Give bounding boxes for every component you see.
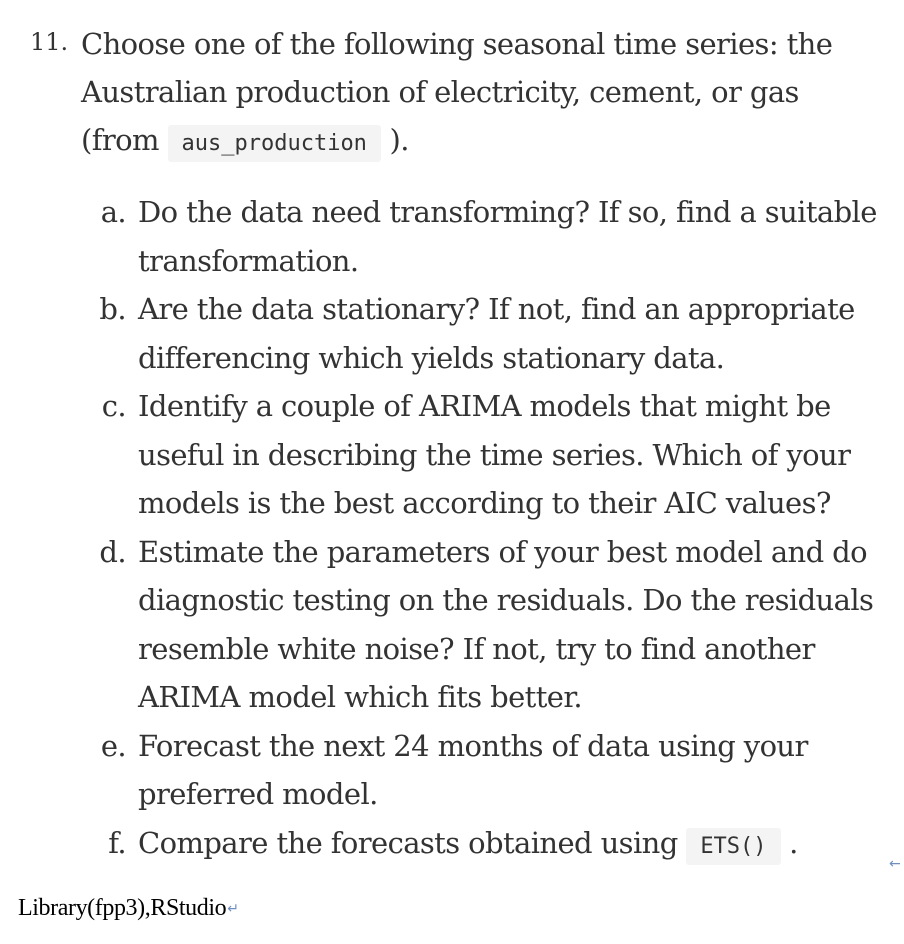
sub-question-marker: c. [101,389,126,423]
sub-question-text: Are the data stationary? If not, find an appropriate differencing which yields stationary data. [138,292,855,375]
footer-note [18,892,239,925]
sub-question-marker: a. [100,195,126,229]
left-arrow-icon: ← [889,856,901,872]
sub-question-marker: b. [99,292,126,326]
sub-question-marker: f. [108,825,126,860]
sub-question-marker: d. [99,534,126,569]
sub-question-text: Estimate the parameters of your best model and do diagnostic testing on the residuals. Do the residuals resemble white noise? If not, try to find another ARIMA model which fits better. [138,534,874,714]
paragraph-return-icon: ↵ [227,901,239,917]
question-text-end: ). [380,123,409,157]
sub-question-b [0,285,904,382]
sub-question-text [138,819,878,872]
sub-question-a [0,188,904,285]
sub-question-marker: e. [100,728,126,763]
sub-question-d [0,528,904,722]
question-text [81,20,881,168]
sub-question-e [0,722,904,819]
sub-question-text-intro: Compare the forecasts obtained using [138,825,687,860]
question-text-intro: Choose one of the following seasonal time series: the Australian production of electricity, cement, or gas (from [81,27,833,157]
sub-question-text: Forecast the next 24 months of data using your preferred model. [138,728,808,811]
sub-question-f [0,819,904,872]
inline-code-ets: ETS() [686,828,780,865]
sub-question-c [0,382,904,528]
footer-text: Library(fpp3),RStudio [18,895,227,921]
sub-question-text-end: . [780,825,798,860]
question-number: 11. [30,28,69,56]
sub-question-text: Do the data need transforming? If so, find a suitable transformation. [138,195,877,278]
sub-question-text: Identify a couple of ARIMA models that might be useful in describing the time series. Which of your models is the best according to their AIC values? [138,389,851,520]
sub-question-list [0,188,904,871]
inline-code-dataset: aus_production [168,125,381,162]
